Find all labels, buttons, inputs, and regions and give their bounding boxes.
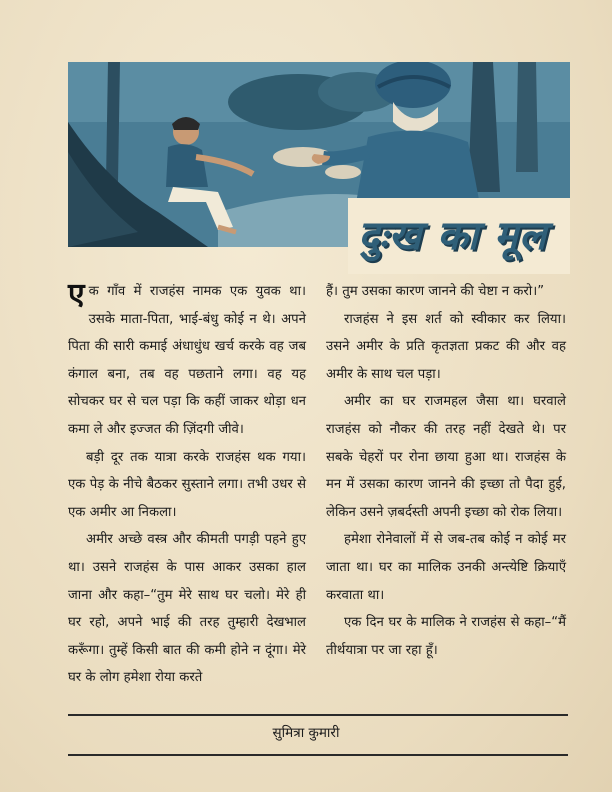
- left-column: [68, 278, 306, 692]
- paragraph: राजहंस ने इस शर्त को स्वीकार कर लिया। उसने अमीर के प्रति कृतज्ञता प्रकट की और वह अमीर के साथ चल पड़ा।: [326, 311, 566, 382]
- paragraph: एक दिन घर के मालिक ने राजहंस से कहा–“मैं तीर्थयात्रा पर जा रहा हूँ।: [326, 615, 566, 658]
- paragraph: अमीर अच्छे वस्त्र और कीमती पगड़ी पहने हुए था। उसने राजहंस के पास आकर उसका हाल जाना और कहा–“तुम मेरे साथ घर चलो। मेरे ही घर रहो, अपने भाई की तरह तुम्हारी देखभाल करूँगा। तुम्हें किसी बात की कमी होने न दूंगा। मेरे घर के लोग हमेशा रोया करते: [68, 532, 306, 686]
- paragraph: अमीर का घर राजमहल जैसा था। घरवाले राजहंस को नौकर की तरह नहीं देखते थे। पर सबके चेहरों पर रोना छाया हुआ था। राजहंस के मन में उसका कारण जानने की इच्छा तो पैदा हुई, लेकिन उसने ज़बर्दस्ती अपनी इच्छा को रोक लिया।: [326, 394, 566, 520]
- divider-top: [68, 714, 568, 716]
- author-name: सुमित्रा कुमारी: [272, 725, 340, 741]
- paragraph: हैं। तुम उसका कारण जानने की चेष्टा न करो।”: [326, 284, 545, 299]
- story-title: दुःख का मूल: [358, 212, 548, 259]
- paragraph-text: क गाँव में राजहंस नामक एक युवक था। उसके माता-पिता, भाई-बंधु कोई न थे। अपने पिता की सारी कमाई अंधाधुंध खर्च करके वह जब कंगाल बना, तब वह पछताने लगा। वह यह सोचकर घर से चल पड़ा कि कहीं जाकर थोड़ा धन कमा ले और इज्जत की ज़िंदगी जीवे।: [68, 284, 306, 437]
- right-column: [326, 278, 566, 664]
- paragraph: [68, 278, 306, 444]
- divider-bottom: [68, 754, 568, 756]
- paragraph: बड़ी दूर तक यात्रा करके राजहंस थक गया। एक पेड़ के नीचे बैठकर सुस्ताने लगा। तभी उधर से एक अमीर आ निकला।: [68, 449, 306, 520]
- drop-cap: ए: [68, 277, 85, 312]
- paragraph: हमेशा रोनेवालों में से जब-तब कोई न कोई मर जाता था। घर का मालिक उनकी अन्त्येष्टि क्रियाएँ करवाता था।: [326, 532, 566, 603]
